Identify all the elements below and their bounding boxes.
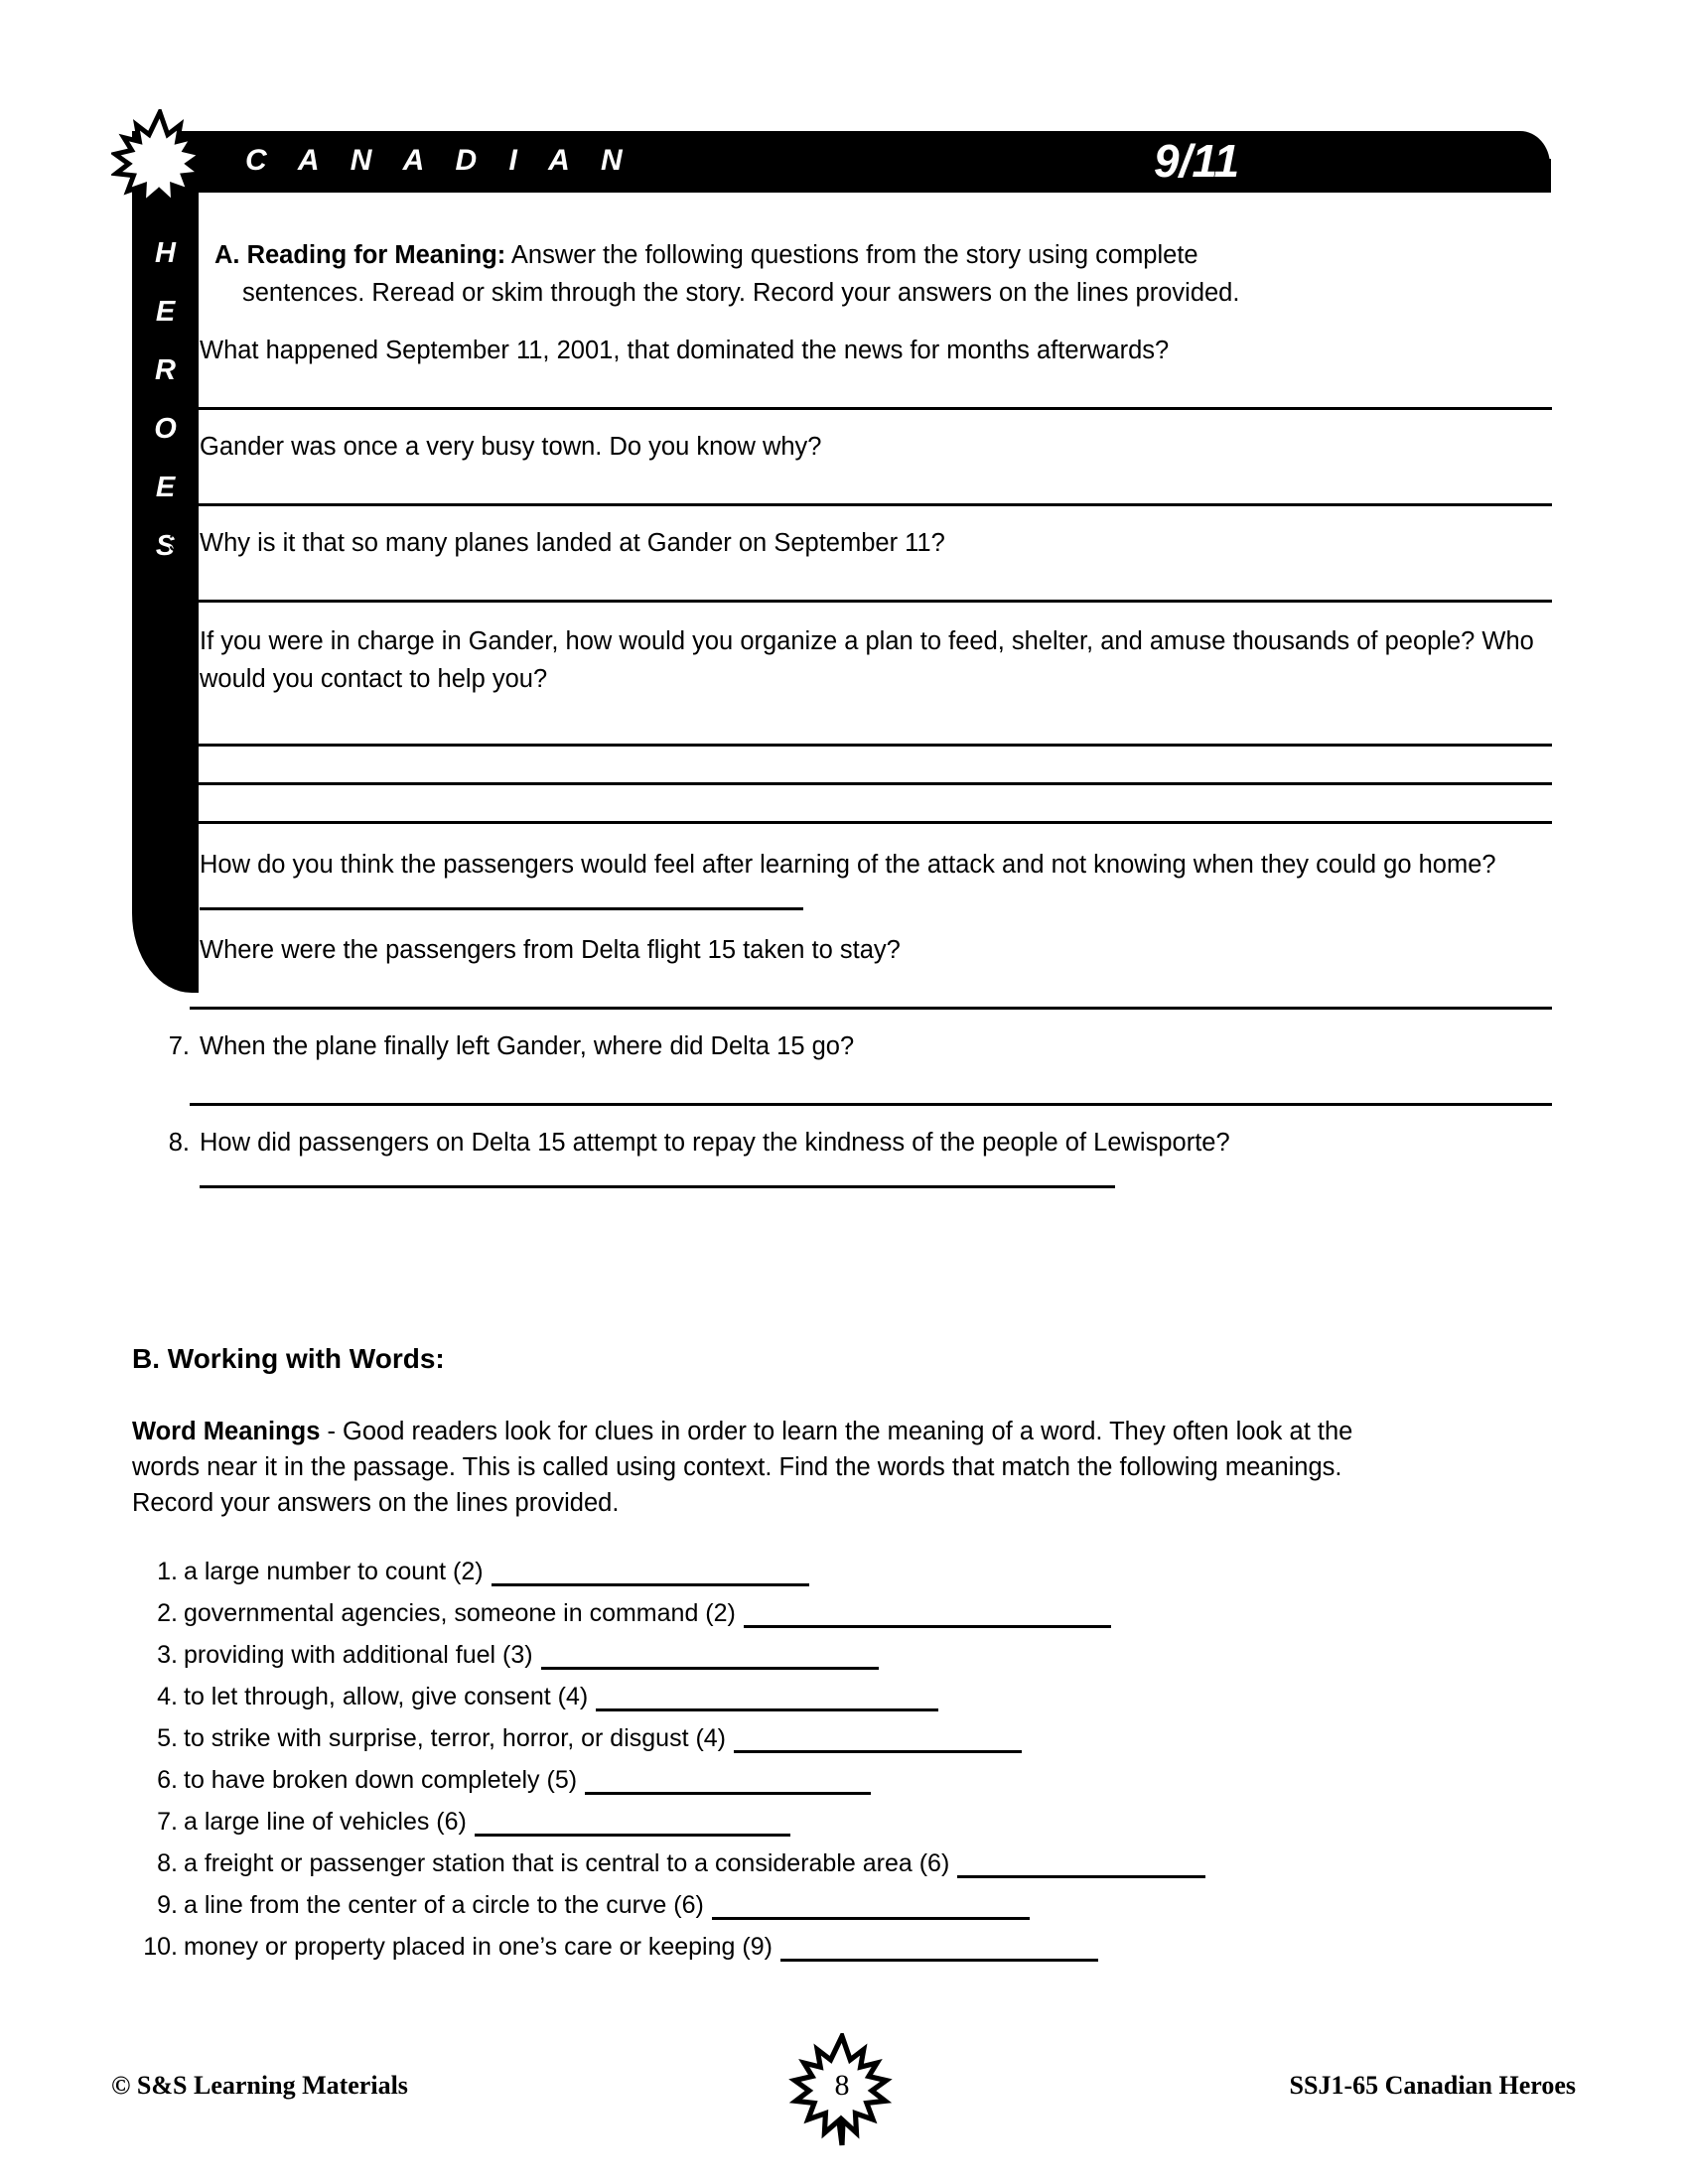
answer-line-inline[interactable] [200, 907, 803, 910]
section-a-question-list [132, 332, 1552, 1199]
word-meaning-text: a large line of vehicles (6) [184, 1808, 467, 1836]
section-a-intro-line2: sentences. Reread or skim through the story. Record your answers on the lines provided. [242, 279, 1240, 307]
word-answer-blank[interactable] [780, 1959, 1098, 1962]
question-item [132, 846, 1552, 921]
answer-line[interactable] [190, 821, 1552, 824]
series-label: C A N A D I A N [245, 144, 634, 177]
sidebar-letter-e2: E [155, 472, 176, 503]
question-text: What happened September 11, 2001, that dominated the news for months afterwards? [200, 337, 1170, 364]
page-title: 9/11 [1154, 135, 1240, 187]
answer-line-inline[interactable] [200, 1185, 1115, 1188]
word-answer-blank[interactable] [734, 1750, 1022, 1753]
question-text: If you were in charge in Gander, how would you organize a plan to feed, shelter, and amuse thousands of people? Who would you contact to help you? [200, 627, 1534, 693]
footer-maple-leaf [784, 2033, 900, 2148]
word-answer-blank[interactable] [475, 1834, 790, 1837]
question-number: 2. [168, 433, 190, 461]
word-answer-blank[interactable] [957, 1875, 1205, 1878]
question-item [132, 524, 1552, 562]
word-meaning-text: a freight or passenger station that is central to a considerable area (6) [184, 1849, 950, 1877]
question-number: 4. [168, 627, 190, 655]
word-answer-blank[interactable] [585, 1792, 871, 1795]
question-text: When the plane finally left Gander, where did Delta 15 go? [200, 1032, 855, 1060]
sidebar-letter-r: R [155, 354, 176, 386]
word-meaning-number: 9. [157, 1891, 178, 1919]
word-meaning-item [132, 1843, 1562, 1884]
word-meaning-number: 4. [157, 1683, 178, 1710]
question-text [200, 1124, 1552, 1199]
page-footer [0, 2033, 1688, 2152]
word-answer-blank[interactable] [712, 1917, 1030, 1920]
question-text: Why is it that so many planes landed at Gander on September 11? [200, 529, 945, 557]
word-meaning-text: providing with additional fuel (3) [184, 1641, 533, 1669]
word-meaning-text: to strike with surprise, terror, horror, or disgust (4) [184, 1724, 727, 1752]
word-meaning-number: 1. [157, 1558, 178, 1585]
word-meaning-number: 5. [157, 1724, 178, 1752]
section-a-instructions [214, 236, 1495, 312]
question-text [200, 846, 1552, 921]
question-item [132, 1124, 1552, 1199]
word-meaning-item [132, 1551, 1562, 1592]
word-meaning-number: 7. [157, 1808, 178, 1836]
copyright-notice: © S&S Learning Materials [111, 2071, 408, 2100]
word-meaning-item [132, 1717, 1562, 1759]
sidebar-letter-e1: E [155, 296, 176, 328]
word-meaning-item [132, 1801, 1562, 1843]
question-number: 6. [168, 936, 190, 964]
question-item [132, 1027, 1552, 1065]
question-text-content: How did passengers on Delta 15 attempt to repay the kindness of the people of Lewisporte? [200, 1129, 1230, 1157]
question-item [132, 332, 1552, 369]
section-b-instructions [132, 1414, 1423, 1521]
answer-line[interactable] [190, 503, 1552, 506]
word-meaning-item [132, 1884, 1562, 1926]
word-meaning-text: money or property placed in one’s care or keeping (9) [184, 1933, 773, 1961]
question-text: Where were the passengers from Delta flight 15 taken to stay? [200, 936, 901, 964]
word-meaning-text: to have broken down completely (5) [184, 1766, 578, 1794]
word-meaning-text: governmental agencies, someone in command (2) [184, 1599, 736, 1627]
question-item [132, 622, 1552, 698]
answer-line[interactable] [190, 744, 1552, 747]
section-b-heading: B. Working with Words: [132, 1343, 445, 1374]
resource-reference: SSJ1-65 Canadian Heroes [1289, 2071, 1576, 2100]
sidebar-letter-o: O [154, 413, 177, 445]
word-meaning-item [132, 1926, 1562, 1968]
word-meaning-item [132, 1634, 1562, 1676]
word-meaning-text: a line from the center of a circle to the curve (6) [184, 1891, 704, 1919]
question-number: 1. [168, 337, 190, 364]
word-answer-blank[interactable] [744, 1625, 1111, 1628]
answer-line[interactable] [190, 600, 1552, 603]
sidebar-letter-h: H [155, 237, 176, 269]
answer-line[interactable] [190, 782, 1552, 785]
question-number: 8. [168, 1129, 190, 1157]
question-number: 7. [168, 1032, 190, 1060]
word-meanings-text: - Good readers look for clues in order to learn the meaning of a word. They often look at the words near it in the passage. This is called using context. Find the words that match the following meanings. Record your answers on the lines provided. [132, 1418, 1353, 1517]
section-b [132, 1340, 1562, 1968]
maple-leaf-icon [111, 109, 209, 218]
word-answer-blank[interactable] [541, 1667, 879, 1670]
answer-line[interactable] [190, 1007, 1552, 1010]
question-number: 5. [168, 851, 190, 879]
word-meanings-list [132, 1551, 1562, 1968]
word-answer-blank[interactable] [492, 1583, 809, 1586]
word-meaning-text: a large number to count (2) [184, 1558, 484, 1585]
word-meaning-number: 10. [143, 1933, 178, 1961]
question-item [132, 428, 1552, 466]
question-text-content: How do you think the passengers would feel after learning of the attack and not knowing when they could go home? [200, 851, 1496, 879]
section-a-heading: A. Reading for Meaning: [214, 241, 506, 269]
answer-line[interactable] [190, 407, 1552, 410]
question-number: 3. [168, 529, 190, 557]
question-item [132, 931, 1552, 969]
word-meaning-number: 8. [157, 1849, 178, 1877]
section-a-intro-line1: Answer the following questions from the story using complete [505, 241, 1198, 269]
word-meanings-label: Word Meanings [132, 1418, 321, 1445]
word-answer-blank[interactable] [596, 1708, 938, 1711]
page-number: 8 [834, 2069, 850, 2102]
word-meaning-number: 6. [157, 1766, 178, 1794]
word-meaning-number: 3. [157, 1641, 178, 1669]
answer-line[interactable] [190, 1103, 1552, 1106]
question-text: Gander was once a very busy town. Do you know why? [200, 433, 822, 461]
word-meaning-item [132, 1759, 1562, 1801]
word-meaning-text: to let through, allow, give consent (4) [184, 1683, 589, 1710]
sidebar-letter-s: S [155, 530, 176, 562]
word-meaning-item [132, 1676, 1562, 1717]
word-meaning-number: 2. [157, 1599, 178, 1627]
word-meaning-item [132, 1592, 1562, 1634]
